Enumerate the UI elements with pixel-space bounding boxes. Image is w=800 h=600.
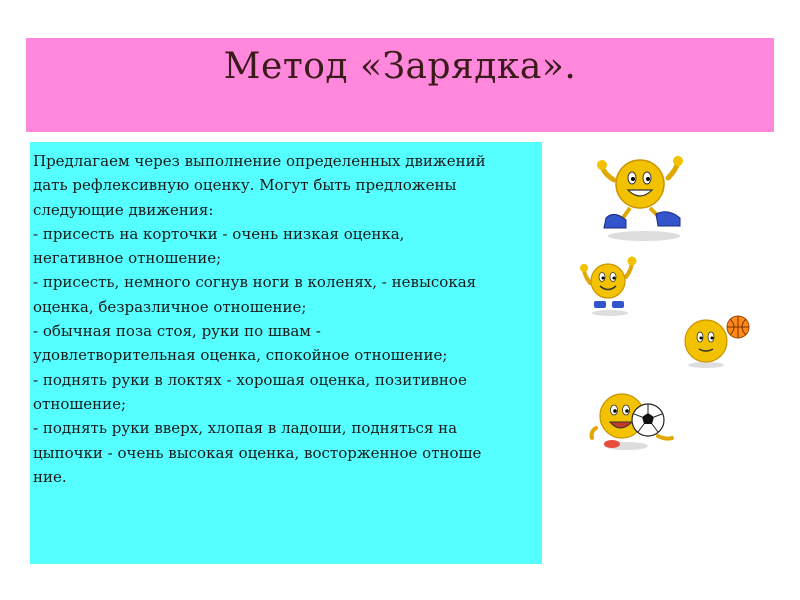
waving-smiley-icon (578, 255, 640, 319)
running-smiley-icon (592, 152, 692, 244)
description-box (30, 142, 542, 564)
text-line: следующие движения: (33, 200, 214, 219)
soccer-smiley-icon (586, 388, 682, 454)
text-line: - поднять руки вверх, хлопая в ладоши, подняться на (33, 419, 458, 438)
text-line: отношение; (33, 394, 127, 413)
text-line: - присесть, немного согнув ноги в коленях, - невысокая (33, 273, 477, 292)
slide-title: Метод «Зарядка». (223, 46, 577, 87)
text-line: дать рефлексивную оценку. Могут быть предложены (33, 176, 457, 195)
text-line: - обычная поза стоя, руки по швам - (33, 322, 321, 341)
text-line: удовлетворительная оценка, спокойное отношение; (33, 346, 448, 365)
text-line: негативное отношение; (33, 249, 222, 268)
text-line: Предлагаем через выполнение определенных движений (33, 152, 486, 170)
text-line: цыпочки - очень высокая оценка, восторженное отноше (33, 443, 482, 462)
text-line: ние. (33, 467, 67, 486)
description-text (33, 149, 537, 489)
basketball-smiley-icon (680, 307, 754, 369)
text-line: - присесть на корточки - очень низкая оценка, (33, 224, 405, 243)
text-line: - поднять руки в локтях - хорошая оценка, позитивное (33, 370, 467, 389)
text-line: оценка, безразличное отношение; (33, 297, 307, 316)
title-banner (26, 38, 774, 132)
